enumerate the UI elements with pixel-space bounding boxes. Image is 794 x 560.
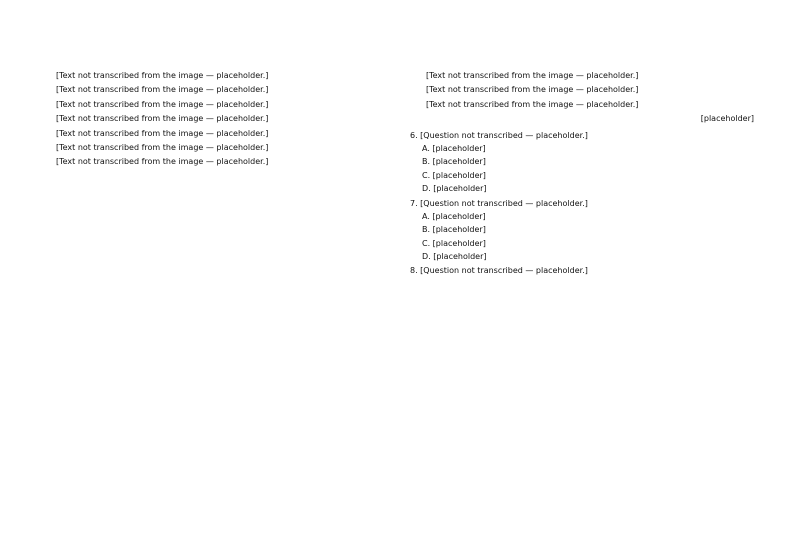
passage-paragraph: [Text not transcribed from the image — placeholder.] [56,99,269,109]
passage-paragraph: [Text not transcribed from the image — placeholder.] [426,71,639,80]
passage-paragraph: [Text not transcribed from the image — placeholder.] [426,85,639,95]
passage-paragraph: [Text not transcribed from the image — placeholder.] [56,85,269,95]
passage-paragraph: [Text not transcribed from the image — placeholder.] [56,114,269,124]
passage-paragraph: [Text not transcribed from the image — placeholder.] [56,157,269,167]
passage-left-column [40,70,384,520]
passage-source: [placeholder] [700,114,754,124]
question-stem: 6. [Question not transcribed — placeholder.] [410,130,588,140]
question-option: C. [placeholder] [422,170,486,180]
passage-paragraph: [Text not transcribed from the image — placeholder.] [56,71,269,80]
question-option: D. [placeholder] [422,252,487,262]
question-option: B. [placeholder] [422,225,486,235]
passage-right-column [410,70,754,520]
question-8 [410,265,754,277]
passage-paragraph: [Text not transcribed from the image — placeholder.] [426,99,639,109]
question-option: D. [placeholder] [422,184,487,194]
passage-paragraph: [Text not transcribed from the image — placeholder.] [56,128,269,138]
question-7 [410,198,754,264]
question-stem: 7. [Question not transcribed — placeholder.] [410,198,588,208]
question-option: A. [placeholder] [422,143,486,153]
question-option: C. [placeholder] [422,238,486,248]
question-6 [410,130,754,196]
question-stem: 8. [Question not transcribed — placeholder.] [410,266,588,276]
question-option: A. [placeholder] [422,211,486,221]
question-option: B. [placeholder] [422,157,486,167]
passage-paragraph: [Text not transcribed from the image — placeholder.] [56,142,269,152]
